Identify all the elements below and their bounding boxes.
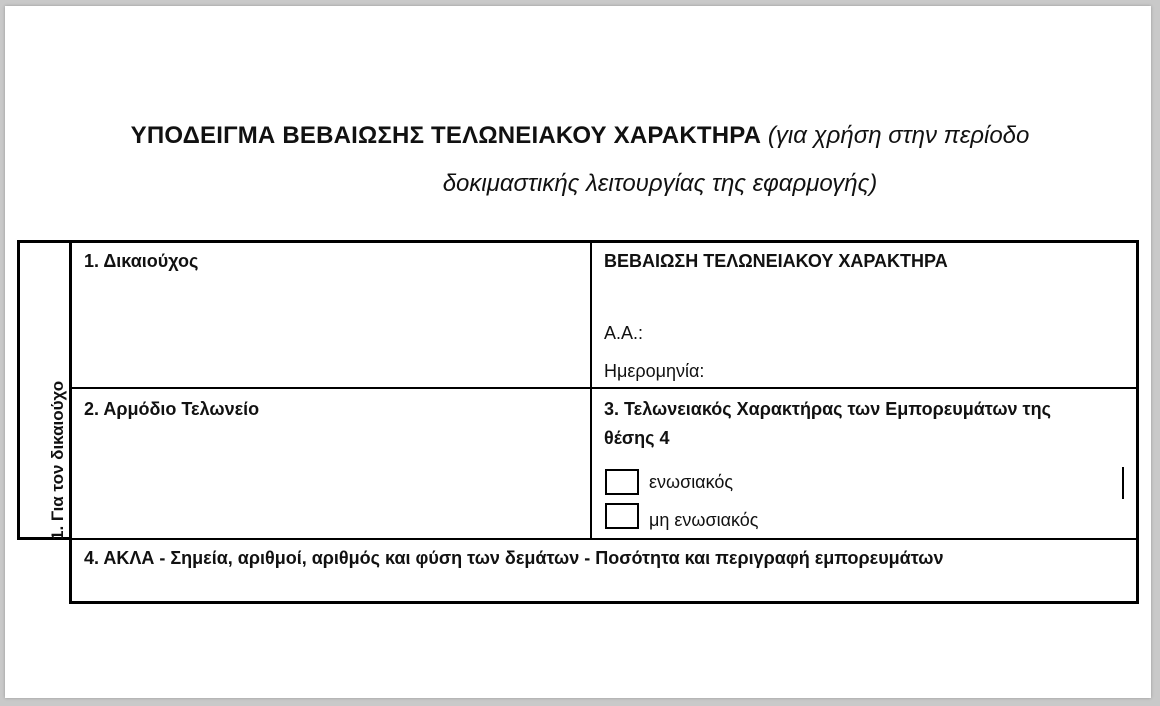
title-note-part2: δοκιμαστικής λειτουργίας της εφαρμογής) [442, 170, 878, 197]
aa-label: Α.Α.: [604, 323, 644, 343]
certificate-heading: ΒΕΒΑΙΩΣΗ ΤΕΛΩΝΕΙΑΚΟΥ ΧΑΡΑΚΤΗΡΑ [604, 251, 948, 271]
row-divider-1 [69, 387, 1139, 389]
column-divider [590, 240, 592, 539]
box1-label: 1. Δικαιούχος [84, 251, 199, 271]
title-note-part1: (για χρήση στην περίοδο [767, 122, 1030, 149]
non-union-status-label: μη ενωσιακός [649, 510, 759, 530]
text-cursor [1122, 467, 1124, 499]
union-status-checkbox[interactable] [605, 469, 639, 495]
non-union-status-checkbox[interactable] [605, 503, 639, 529]
box2-label: 2. Αρμόδιο Τελωνείο [84, 399, 260, 419]
date-label: Ημερομηνία: [604, 361, 705, 381]
box3-label-line2: θέσης 4 [604, 428, 670, 448]
union-status-label: ενωσιακός [649, 472, 734, 492]
box4-label: 4. ΑΚΛΑ - Σημεία, αριθμοί, αριθμός και φύση των δεμάτων - Ποσότητα και περιγραφή εμπορευμάτων [84, 548, 944, 568]
document-title [0, 112, 1160, 208]
title-main: ΥΠΟΔΕΙΓΜΑ ΒΕΒΑΙΩΣΗΣ ΤΕΛΩΝΕΙΑΚΟΥ ΧΑΡΑΚΤΗΡΑ [130, 122, 762, 149]
box3-label-line1: 3. Τελωνειακός Χαρακτήρας των Εμπορευμάτων της [604, 399, 1051, 419]
side-label: 1. Για τον δικαιούχο [48, 380, 67, 540]
row-divider-2 [69, 538, 1139, 540]
